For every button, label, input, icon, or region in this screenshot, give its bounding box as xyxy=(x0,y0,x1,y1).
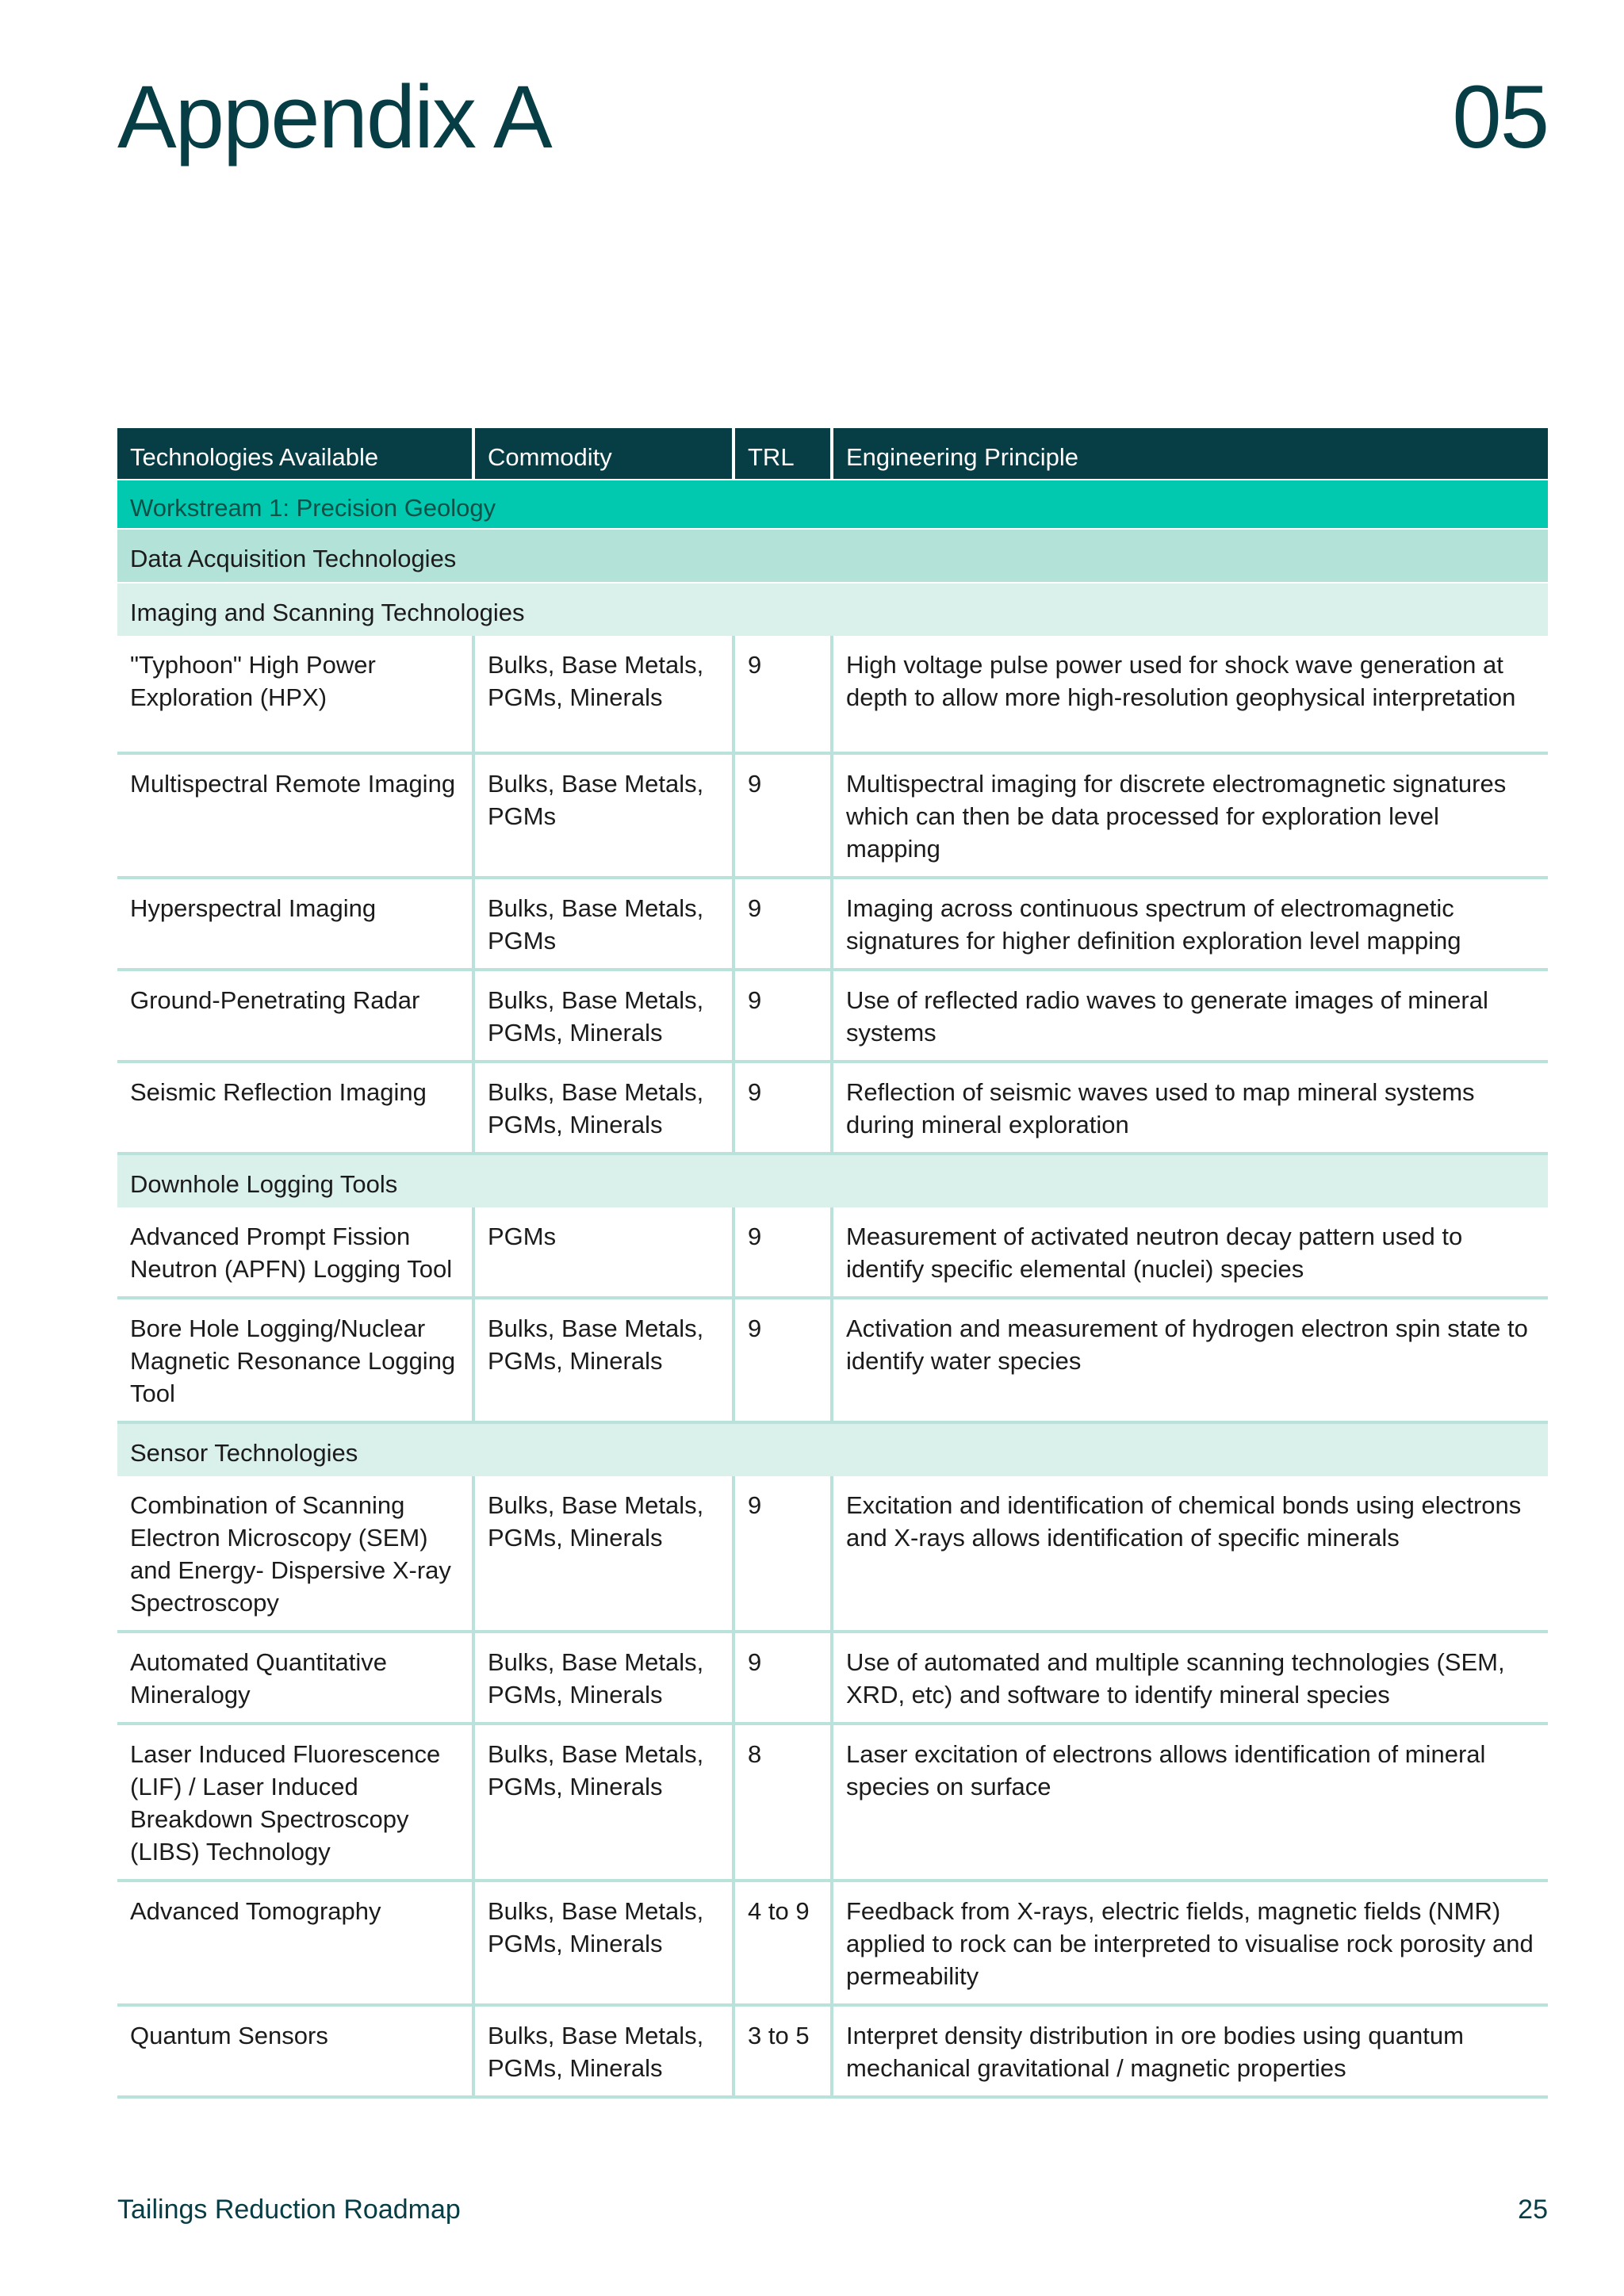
table-row xyxy=(117,2005,1548,2097)
cell-trl: 9 xyxy=(733,753,832,878)
table-header-row xyxy=(117,428,1548,480)
cell-commodity: Bulks, Base Metals, PGMs, Minerals xyxy=(473,2005,733,2097)
section-label: Sensor Technologies xyxy=(117,1422,1548,1476)
cell-commodity: Bulks, Base Metals, PGMs, Minerals xyxy=(473,1298,733,1422)
section-row xyxy=(117,1422,1548,1476)
cell-trl: 9 xyxy=(733,1476,832,1632)
cell-trl: 4 to 9 xyxy=(733,1881,832,2005)
cell-commodity: Bulks, Base Metals, PGMs, Minerals xyxy=(473,1881,733,2005)
table-row xyxy=(117,878,1548,970)
cell-engineering-principle: Reflection of seismic waves used to map mineral systems during mineral exploration xyxy=(832,1062,1548,1154)
category-label: Data Acquisition Technologies xyxy=(117,529,1548,583)
cell-trl: 8 xyxy=(733,1724,832,1881)
category-row xyxy=(117,529,1548,583)
cell-engineering-principle: High voltage pulse power used for shock wave generation at depth to allow more high-resolution geophysical interpretation xyxy=(832,636,1548,753)
cell-engineering-principle: Use of reflected radio waves to generate images of mineral systems xyxy=(832,970,1548,1062)
cell-engineering-principle: Imaging across continuous spectrum of electromagnetic signatures for higher definition exploration level mapping xyxy=(832,878,1548,970)
table-row xyxy=(117,970,1548,1062)
section-label: Downhole Logging Tools xyxy=(117,1154,1548,1207)
cell-trl: 9 xyxy=(733,1062,832,1154)
cell-trl: 9 xyxy=(733,1298,832,1422)
cell-technology: Ground-Penetrating Radar xyxy=(117,970,473,1062)
cell-commodity: Bulks, Base Metals, PGMs, Minerals xyxy=(473,1062,733,1154)
workstream-label: Workstream 1: Precision Geology xyxy=(117,480,1548,529)
table-row xyxy=(117,636,1548,753)
table-row xyxy=(117,1062,1548,1154)
cell-engineering-principle: Interpret density distribution in ore bodies using quantum mechanical gravitational / magnetic properties xyxy=(832,2005,1548,2097)
cell-trl: 9 xyxy=(733,970,832,1062)
cell-commodity: Bulks, Base Metals, PGMs xyxy=(473,753,733,878)
cell-technology: Seismic Reflection Imaging xyxy=(117,1062,473,1154)
cell-technology: Hyperspectral Imaging xyxy=(117,878,473,970)
page-title: Appendix A xyxy=(117,67,551,166)
footer-document-title: Tailings Reduction Roadmap xyxy=(117,2195,461,2225)
table-row xyxy=(117,753,1548,878)
page-number: 25 xyxy=(1518,2195,1548,2225)
cell-engineering-principle: Activation and measurement of hydrogen electron spin state to identify water species xyxy=(832,1298,1548,1422)
cell-commodity: Bulks, Base Metals, PGMs, Minerals xyxy=(473,1632,733,1724)
table-row xyxy=(117,1298,1548,1422)
column-header-engineering-principle: Engineering Principle xyxy=(832,428,1548,480)
workstream-row xyxy=(117,480,1548,529)
cell-trl: 9 xyxy=(733,1632,832,1724)
cell-engineering-principle: Multispectral imaging for discrete electromagnetic signatures which can then be data processed for exploration level mapping xyxy=(832,753,1548,878)
table-row xyxy=(117,1632,1548,1724)
cell-technology: Quantum Sensors xyxy=(117,2005,473,2097)
cell-technology: Laser Induced Fluorescence (LIF) / Laser Induced Breakdown Spectroscopy (LIBS) Technology xyxy=(117,1724,473,1881)
cell-trl: 9 xyxy=(733,1207,832,1298)
table-row xyxy=(117,1207,1548,1298)
technologies-table xyxy=(117,428,1548,2099)
table-row xyxy=(117,1881,1548,2005)
cell-technology: Combination of Scanning Electron Microscopy (SEM) and Energy- Dispersive X-ray Spectroscopy xyxy=(117,1476,473,1632)
cell-engineering-principle: Feedback from X-rays, electric fields, magnetic fields (NMR) applied to rock can be interpreted to visualise rock porosity and permeability xyxy=(832,1881,1548,2005)
cell-technology: Advanced Prompt Fission Neutron (APFN) Logging Tool xyxy=(117,1207,473,1298)
cell-technology: "Typhoon" High Power Exploration (HPX) xyxy=(117,636,473,753)
column-header-technologies: Technologies Available xyxy=(117,428,473,480)
cell-commodity: Bulks, Base Metals, PGMs, Minerals xyxy=(473,970,733,1062)
cell-technology: Multispectral Remote Imaging xyxy=(117,753,473,878)
cell-commodity: Bulks, Base Metals, PGMs, Minerals xyxy=(473,636,733,753)
column-header-commodity: Commodity xyxy=(473,428,733,480)
cell-engineering-principle: Use of automated and multiple scanning technologies (SEM, XRD, etc) and software to identify mineral species xyxy=(832,1632,1548,1724)
table-row xyxy=(117,1724,1548,1881)
column-header-trl: TRL xyxy=(733,428,832,480)
cell-trl: 9 xyxy=(733,878,832,970)
cell-technology: Bore Hole Logging/Nuclear Magnetic Resonance Logging Tool xyxy=(117,1298,473,1422)
cell-engineering-principle: Measurement of activated neutron decay pattern used to identify specific elemental (nuclei) species xyxy=(832,1207,1548,1298)
cell-commodity: PGMs xyxy=(473,1207,733,1298)
chapter-number: 05 xyxy=(1452,67,1548,166)
cell-trl: 9 xyxy=(733,636,832,753)
cell-engineering-principle: Excitation and identification of chemical bonds using electrons and X-rays allows identification of specific minerals xyxy=(832,1476,1548,1632)
cell-technology: Automated Quantitative Mineralogy xyxy=(117,1632,473,1724)
cell-commodity: Bulks, Base Metals, PGMs, Minerals xyxy=(473,1476,733,1632)
cell-engineering-principle: Laser excitation of electrons allows identification of mineral species on surface xyxy=(832,1724,1548,1881)
cell-commodity: Bulks, Base Metals, PGMs, Minerals xyxy=(473,1724,733,1881)
section-label: Imaging and Scanning Technologies xyxy=(117,583,1548,636)
cell-commodity: Bulks, Base Metals, PGMs xyxy=(473,878,733,970)
cell-trl: 3 to 5 xyxy=(733,2005,832,2097)
table-row xyxy=(117,1476,1548,1632)
section-row xyxy=(117,1154,1548,1207)
section-row xyxy=(117,583,1548,636)
cell-technology: Advanced Tomography xyxy=(117,1881,473,2005)
